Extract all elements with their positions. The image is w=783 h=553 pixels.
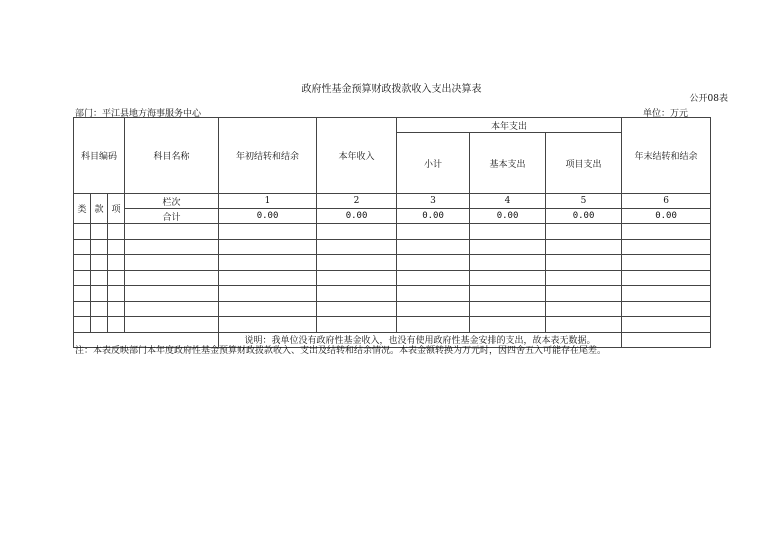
header-basic-expense: 基本支出 bbox=[470, 133, 546, 194]
table-row bbox=[74, 286, 711, 302]
header-subject-name: 科目名称 bbox=[125, 118, 219, 194]
table-row bbox=[74, 270, 711, 286]
total-label: 合计 bbox=[125, 209, 219, 224]
column-index-1: 1 bbox=[219, 194, 317, 209]
column-index-4: 4 bbox=[470, 194, 546, 209]
header-lei: 类 bbox=[74, 194, 91, 224]
unit-label: 单位：万元 bbox=[642, 109, 688, 119]
table-row bbox=[74, 224, 711, 240]
header-current-expense: 本年支出 bbox=[397, 118, 622, 133]
header-subtotal: 小计 bbox=[397, 133, 470, 194]
header-closing-balance: 年末结转和结余 bbox=[622, 118, 711, 194]
column-index-label: 栏次 bbox=[125, 194, 219, 209]
header-xiang: 项 bbox=[108, 194, 125, 224]
footer-note: 说明：我单位没有政府性基金收入，也没有使用政府性基金安排的支出，故本表无数据。 bbox=[219, 332, 622, 347]
header-project-expense: 项目支出 bbox=[546, 133, 622, 194]
column-index-6: 6 bbox=[622, 194, 711, 209]
total-project-expense: 0.00 bbox=[546, 209, 622, 224]
total-current-income: 0.00 bbox=[317, 209, 397, 224]
column-index-2: 2 bbox=[317, 194, 397, 209]
total-opening-balance: 0.00 bbox=[219, 209, 317, 224]
column-index-3: 3 bbox=[397, 194, 470, 209]
header-opening-balance: 年初结转和结余 bbox=[219, 118, 317, 194]
header-current-income: 本年收入 bbox=[317, 118, 397, 194]
budget-table bbox=[73, 117, 711, 348]
page-title: 政府性基金预算财政拨款收入支出决算表 bbox=[301, 84, 482, 95]
column-index-5: 5 bbox=[546, 194, 622, 209]
footer-blank-right bbox=[622, 332, 711, 347]
total-closing-balance: 0.00 bbox=[622, 209, 711, 224]
table-row bbox=[74, 317, 711, 333]
total-basic-expense: 0.00 bbox=[470, 209, 546, 224]
table-row bbox=[74, 239, 711, 255]
header-subject-code: 科目编码 bbox=[74, 118, 125, 194]
table-note: 注：本表反映部门本年度政府性基金预算财政拨款收入、支出及结转和结余情况。本表金额转换为万元时，因四舍五入可能存在尾差。 bbox=[75, 346, 607, 356]
form-number: 公开08表 bbox=[689, 94, 728, 104]
header-kuan: 款 bbox=[91, 194, 108, 224]
table-row bbox=[74, 255, 711, 271]
table-row bbox=[74, 301, 711, 317]
total-subtotal: 0.00 bbox=[397, 209, 470, 224]
department-label: 部门：平江县地方海事服务中心 bbox=[75, 109, 202, 119]
